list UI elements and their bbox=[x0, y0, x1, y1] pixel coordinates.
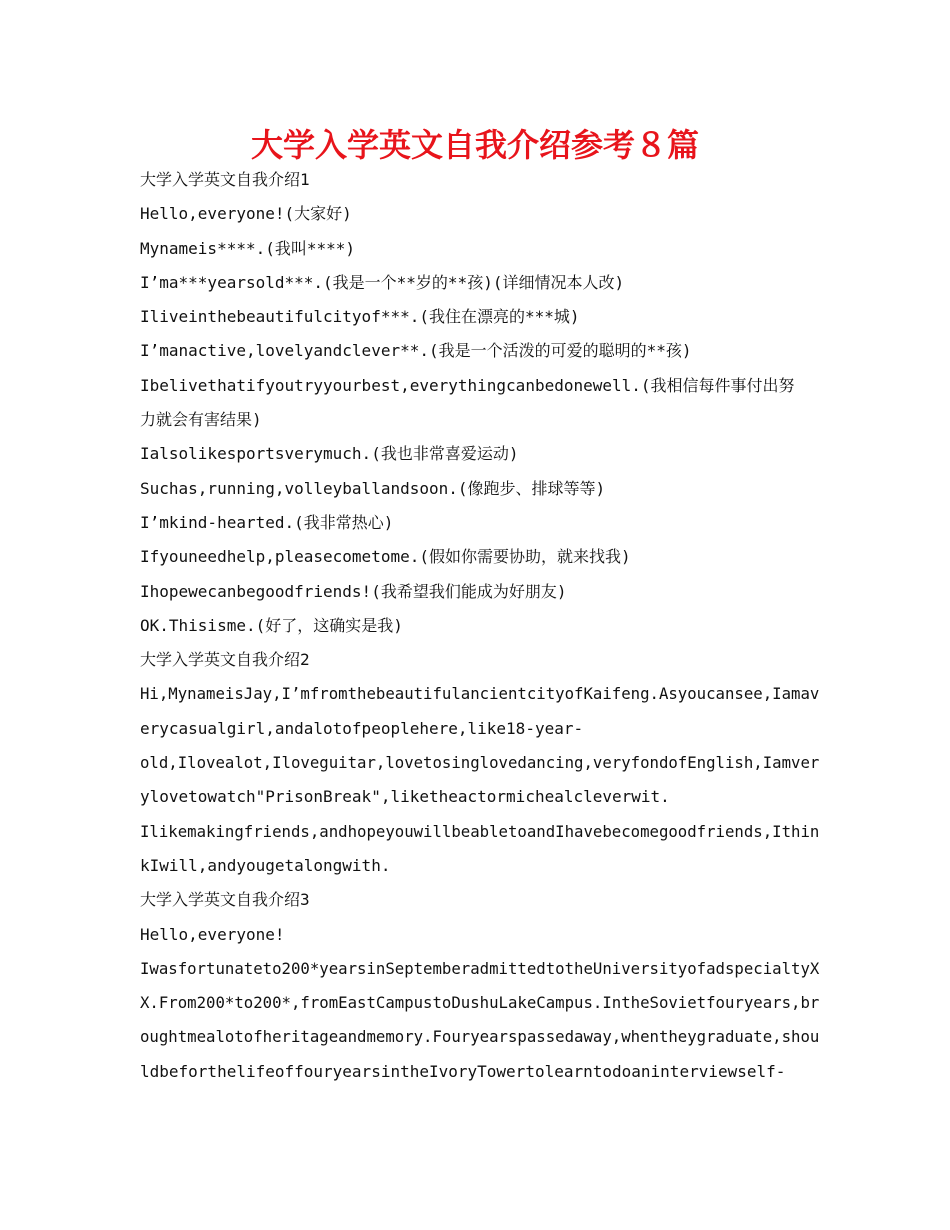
text-line: Ialsolikesportsverymuch.(我也非常喜爱运动) bbox=[140, 444, 519, 464]
section-heading-2: 大学入学英文自我介绍2 bbox=[140, 650, 310, 670]
text-line: erycasualgirl,andalotofpeoplehere,like18-year- bbox=[140, 718, 584, 738]
text-line: kIwill,andyougetalongwith. bbox=[140, 855, 391, 875]
document-title: 大学入学英文自我介绍参考８篇 bbox=[250, 126, 699, 164]
text-line: Ibelivethatifyoutryyourbest,everythingcanbedonewell.(我相信每件事付出努 bbox=[140, 375, 795, 395]
text-line: Mynameis****.(我叫****) bbox=[140, 238, 356, 258]
text-line: I’mkind-hearted.(我非常热心) bbox=[140, 512, 394, 532]
text-line: Suchas,running,volleyballandsoon.(像跑步、排球等等) bbox=[140, 478, 606, 498]
text-line: ylovetowatch"PrisonBreak",liketheactormichealcleverwit. bbox=[140, 787, 670, 807]
document-body bbox=[140, 163, 820, 1089]
text-line: Iliveinthebeautifulcityof***.(我住在漂亮的***城) bbox=[140, 307, 580, 327]
text-line: ldbeforthelifeoffouryearsintheIvoryTowertolearntodoaninterviewself- bbox=[140, 1061, 786, 1081]
text-line: I’manactive,lovelyandclever**.(我是一个活泼的可爱的聪明的**孩) bbox=[140, 341, 692, 361]
text-line: Ilikemakingfriends,andhopeyouwillbeabletoandIhavebecomegoodfriends,Ithin bbox=[140, 821, 820, 841]
text-line: X.From200*to200*,fromEastCampustoDushuLakeCampus.IntheSovietfouryears,br bbox=[140, 993, 820, 1013]
text-line: oughtmealotofheritageandmemory.Fouryearspassedaway,whentheygraduate,shou bbox=[140, 1027, 820, 1047]
text-line: Ifyouneedhelp,pleasecometome.(假如你需要协助，就来找我) bbox=[140, 547, 631, 567]
section-heading-1: 大学入学英文自我介绍1 bbox=[140, 170, 310, 189]
text-line: OK.Thisisme.(好了，这确实是我) bbox=[140, 615, 403, 635]
text-line: 力就会有害结果) bbox=[140, 410, 262, 430]
text-line: Iwasfortunateto200*yearsinSeptemberadmittedtotheUniversityofadspecialtyX bbox=[140, 958, 820, 978]
text-line: Ihopewecanbegoodfriends!(我希望我们能成为好朋友) bbox=[140, 581, 567, 601]
section-heading-3: 大学入学英文自我介绍3 bbox=[140, 890, 310, 910]
text-line: Hello,everyone!(大家好) bbox=[140, 204, 352, 224]
text-line: Hello,everyone! bbox=[140, 924, 285, 944]
text-line: Hi,MynameisJay,I’mfromthebeautifulancientcityofKaifeng.Asyoucansee,Iamav bbox=[140, 684, 820, 704]
text-line: old,Ilovealot,Iloveguitar,lovetosinglovedancing,veryfondofEnglish,Iamver bbox=[140, 753, 820, 773]
text-line: I’ma***yearsold***.(我是一个**岁的**孩)(详细情况本人改) bbox=[140, 272, 625, 292]
